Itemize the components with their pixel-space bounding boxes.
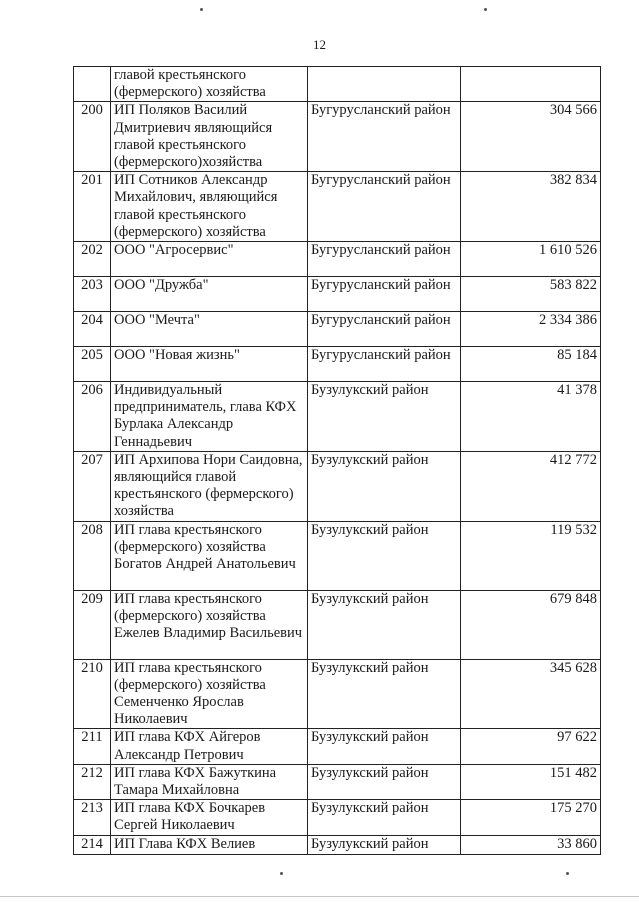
row-number: 214 [74,835,111,854]
row-number [74,67,111,102]
district: Бугурусланский район [308,347,461,382]
row-number: 210 [74,659,111,729]
table-row [74,729,601,764]
table-row [74,102,601,172]
amount: 382 834 [461,172,601,242]
amount: 679 848 [461,590,601,659]
recipient-name: главой крестьянского (фермерского) хозяйства [111,67,308,102]
recipient-name: ИП глава крестьянского (фермерского) хозяйства Ежелев Владимир Васильевич [111,590,308,659]
table-row [74,451,601,521]
amount: 1 610 526 [461,242,601,277]
recipient-name: ООО "Дружба" [111,277,308,312]
amount: 33 860 [461,835,601,854]
district: Бугурусланский район [308,172,461,242]
recipient-name: Индивидуальный предприниматель, глава КФХ Бурлака Александр Геннадьевич [111,382,308,452]
amount: 412 772 [461,451,601,521]
scan-speck [280,872,283,875]
recipient-name: ИП глава КФХ Бажуткина Тамара Михайловна [111,764,308,799]
district: Бузулукский район [308,451,461,521]
row-number: 203 [74,277,111,312]
recipient-name: ИП глава КФХ Бочкарев Сергей Николаевич [111,800,308,835]
district: Бузулукский район [308,729,461,764]
row-number: 202 [74,242,111,277]
row-number: 206 [74,382,111,452]
table-row [74,347,601,382]
table-row [74,242,601,277]
amount: 345 628 [461,659,601,729]
district: Бузулукский район [308,382,461,452]
district: Бугурусланский район [308,277,461,312]
row-number: 205 [74,347,111,382]
row-number: 200 [74,102,111,172]
table-row [74,521,601,590]
table-row [74,659,601,729]
amount: 119 532 [461,521,601,590]
table-row [74,172,601,242]
district: Бузулукский район [308,764,461,799]
table-row [74,835,601,854]
recipient-name: ИП глава КФХ Айгеров Александр Петрович [111,729,308,764]
scan-speck [200,8,203,11]
district: Бугурусланский район [308,102,461,172]
amount: 175 270 [461,800,601,835]
registry-table-body [74,67,601,855]
table-row [74,764,601,799]
row-number: 207 [74,451,111,521]
row-number: 204 [74,312,111,347]
amount: 2 334 386 [461,312,601,347]
page-bottom-edge [0,896,639,897]
amount: 97 622 [461,729,601,764]
recipient-name: ИП глава крестьянского (фермерского) хозяйства Семенченко Ярослав Николаевич [111,659,308,729]
district: Бузулукский район [308,659,461,729]
table-row [74,382,601,452]
district: Бузулукский район [308,590,461,659]
table-row [74,312,601,347]
district: Бугурусланский район [308,312,461,347]
row-number: 213 [74,800,111,835]
district: Бузулукский район [308,521,461,590]
amount: 151 482 [461,764,601,799]
page-number: 12 [313,37,326,52]
row-number: 209 [74,590,111,659]
amount: 41 378 [461,382,601,452]
table-row [74,590,601,659]
district: Бугурусланский район [308,242,461,277]
recipient-name: ИП Глава КФХ Велиев [111,835,308,854]
table-row [74,800,601,835]
row-number: 201 [74,172,111,242]
scan-speck [484,8,487,11]
recipient-name: ИП Архипова Нори Саидовна, являющийся главой крестьянского (фермерского) хозяйства [111,451,308,521]
recipient-name: ООО "Агросервис" [111,242,308,277]
row-number: 212 [74,764,111,799]
recipient-name: ИП Сотников Александр Михайлович, являющийся главой крестьянского (фермерского) хозяйства [111,172,308,242]
district [308,67,461,102]
registry-table [73,66,601,855]
amount [461,67,601,102]
recipient-name: ИП глава крестьянского (фермерского) хозяйства Богатов Андрей Анатольевич [111,521,308,590]
district: Бузулукский район [308,800,461,835]
recipient-name: ООО "Новая жизнь" [111,347,308,382]
recipient-name: ООО "Мечта" [111,312,308,347]
table-row [74,277,601,312]
district: Бузулукский район [308,835,461,854]
amount: 583 822 [461,277,601,312]
scan-speck [566,872,569,875]
row-number: 211 [74,729,111,764]
table-row [74,67,601,102]
recipient-name: ИП Поляков Василий Дмитриевич являющийся главой крестьянского (фермерского)хозяйства [111,102,308,172]
row-number: 208 [74,521,111,590]
amount: 85 184 [461,347,601,382]
amount: 304 566 [461,102,601,172]
